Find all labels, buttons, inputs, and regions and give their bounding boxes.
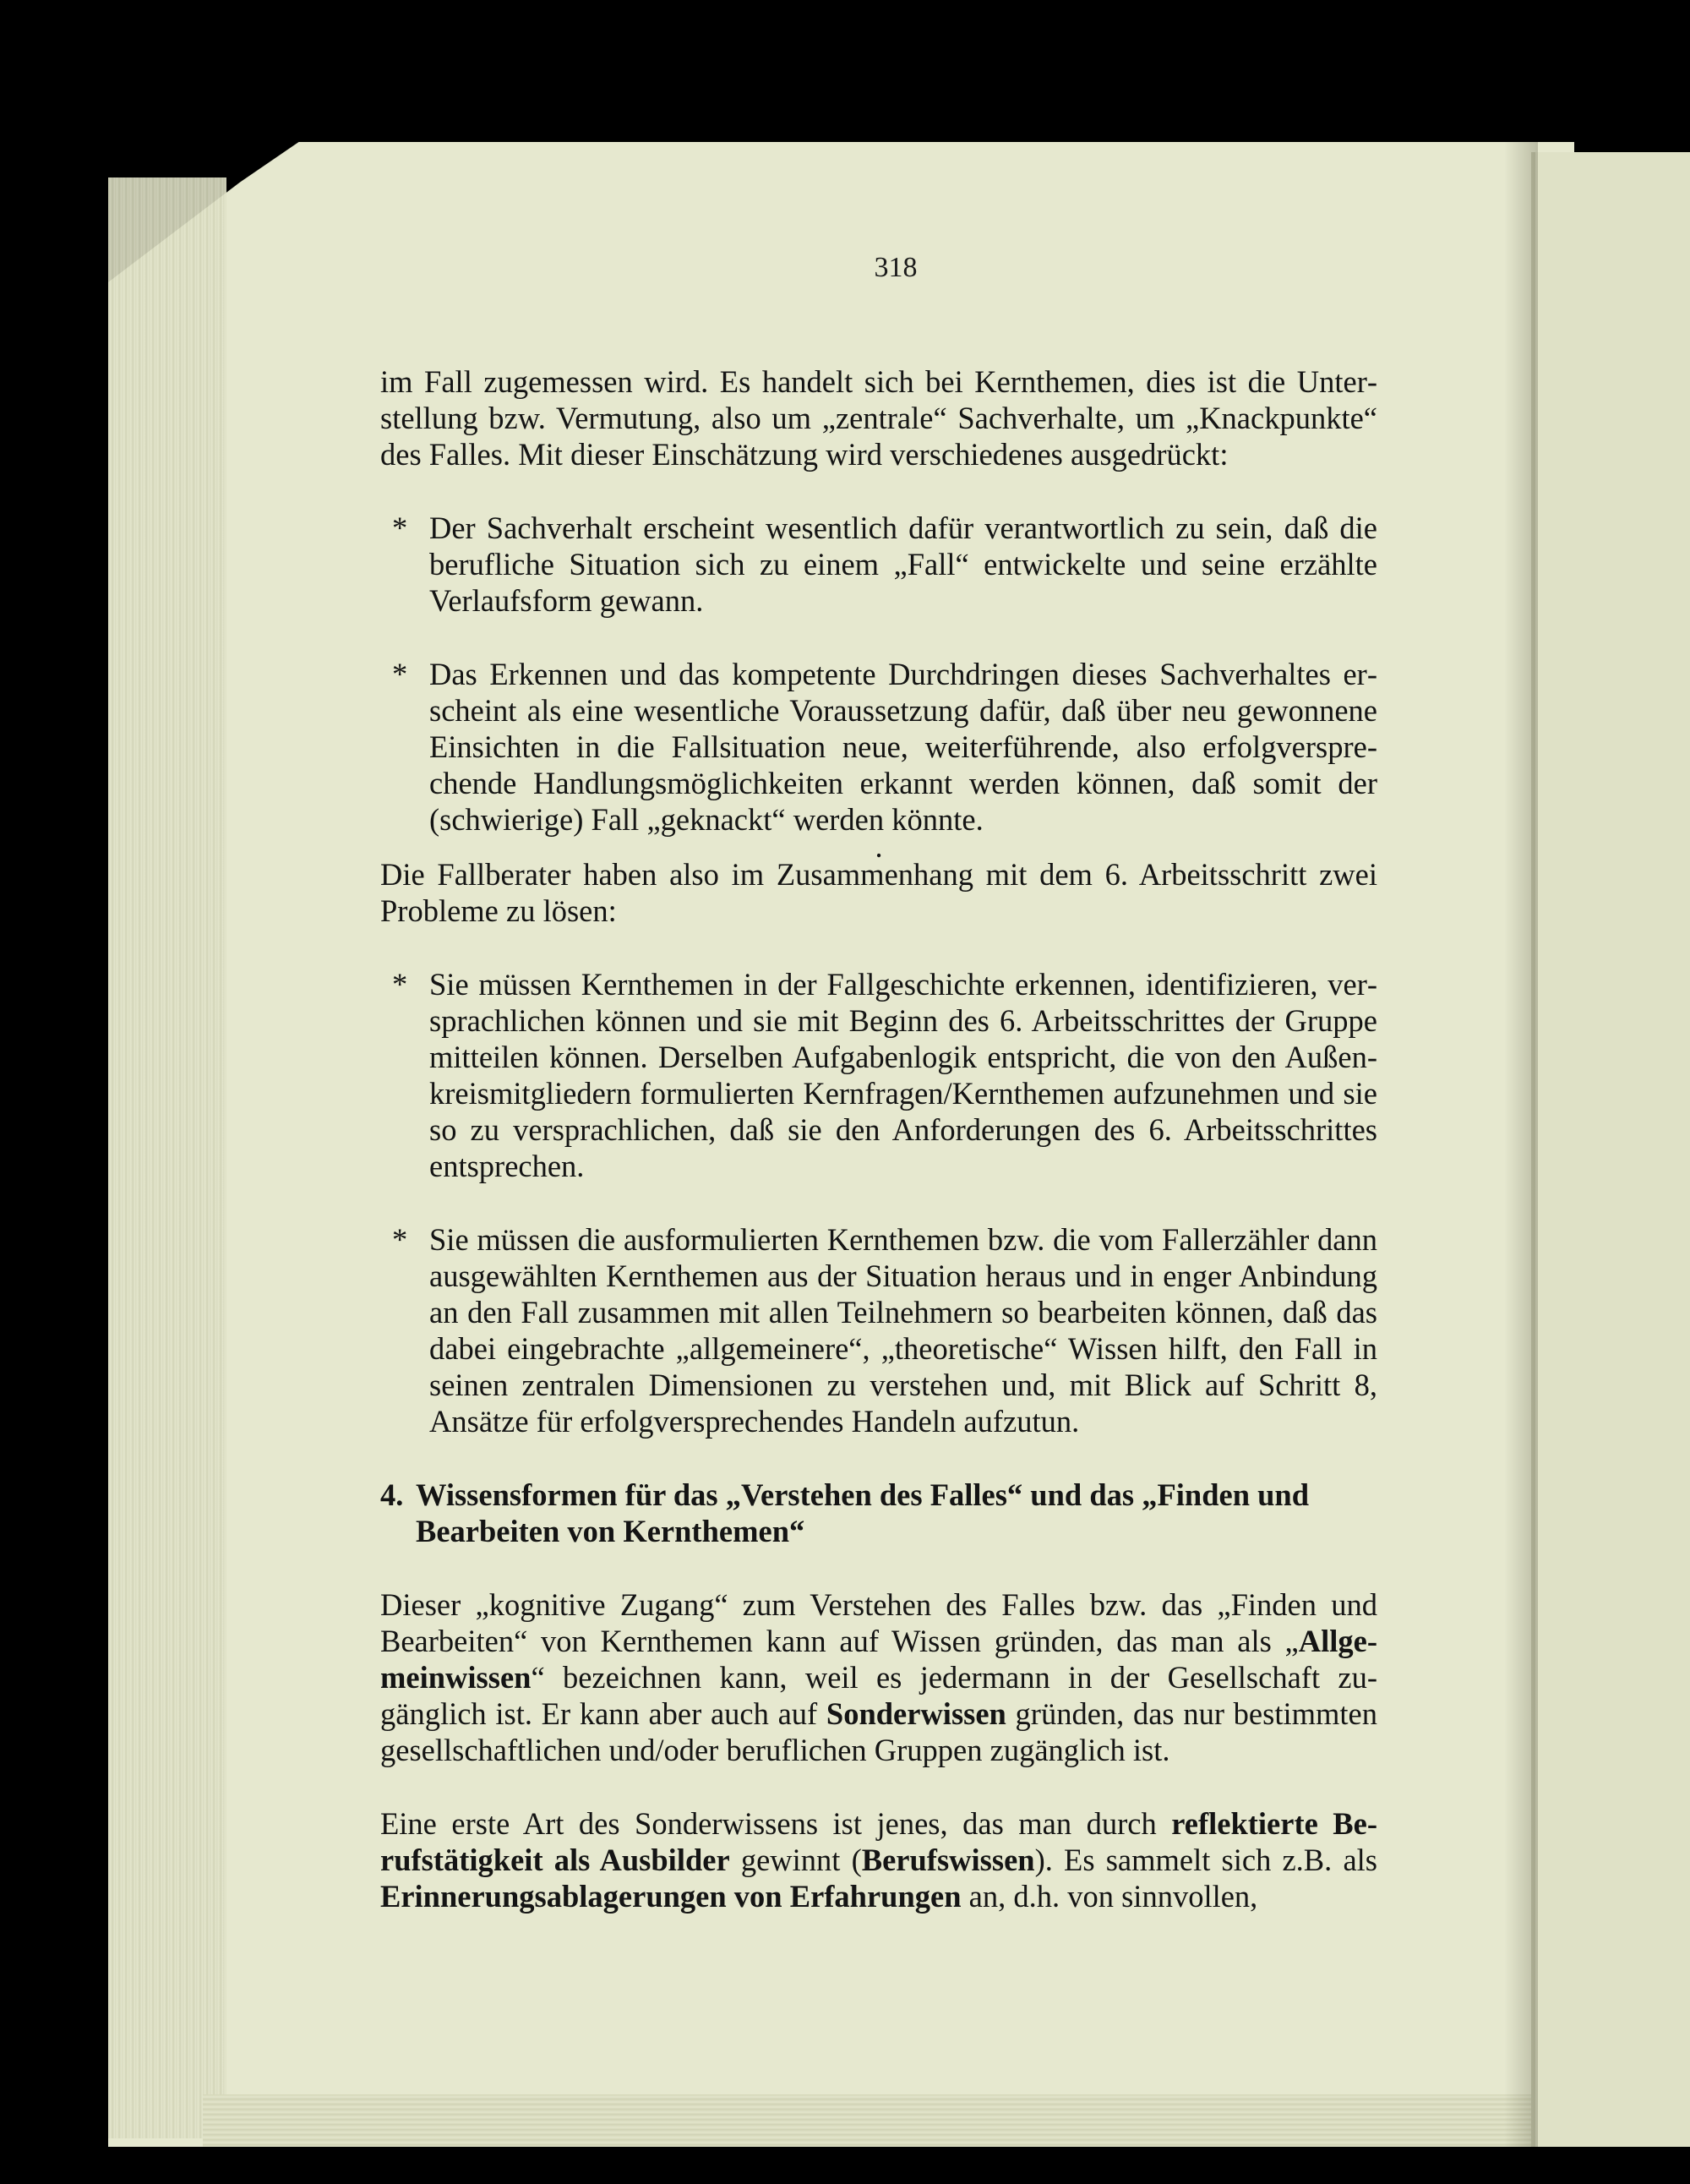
spine-shadow (1504, 142, 1538, 2147)
bullet-marker: * (392, 657, 408, 691)
paragraph-3: Dieser „kognitive Zugang“ zum Verstehen des Falles bzw. das „Finden und Bearbeiten“ von Kernthemen kann auf Wissen gründen, das man als „Allgemeinwissen“ bezeichnen kann, weil es jedermann in der Gesellschaft zugänglich ist. Er kann aber auch auf Sonderwissen gründen, das nur bestimmten gesellschaftlichen und/oder beruflichen Gruppen zugänglich ist. (380, 1587, 1377, 1767)
list-item (380, 656, 1377, 838)
paragraph-1: im Fall zugemessen wird. Es handelt sich bei Kernthemen, dies ist die Unterstellung bzw. Vermutung, also um „zentrale“ Sachverhalte, um „Knackpunkte“ des Falles. Mit dieser Einschätzung wird verschiedenes ausgedrückt: (380, 364, 1377, 472)
section-heading (380, 1477, 1377, 1549)
section-title: Wissensformen für das „Verstehen des Falles“ und das „Finden und Bearbeiten von Kernthemen“ (416, 1477, 1310, 1548)
page-text (380, 363, 1377, 1914)
bullet-marker: * (392, 1222, 408, 1257)
section-number: 4. (380, 1477, 404, 1512)
bullet-marker: * (392, 511, 408, 545)
facing-page-edge (1531, 152, 1690, 2147)
term-reflektierte-berufstaetigkeit: reflektierte Berufstätigkeit als Ausbilder (380, 1806, 1378, 1877)
stray-dot: . (875, 829, 883, 864)
list-item-text: Sie müssen Kernthemen in der Fallgeschichte erkennen, identifizieren, versprachlichen können und sie mit Beginn des 6. Arbeitsschrittes der Gruppe mitteilen können. Derselben Aufgabenlogik entspricht, die von den Außenkreismitgliedern formulierten Kernfragen/Kernthemen aufzunehmen und sie so zu versprachlichen, daß sie den Anforderungen des 6. Arbeitsschrittes entsprechen. (429, 967, 1377, 1183)
list-item-text: Sie müssen die ausformulierten Kernthemen bzw. die vom Fallerzähler dann ausgewählten Kernthemen aus der Situation heraus und in enger Anbindung an den Fall zusammen mit allen Teilnehmern so bearbeiten können, daß das dabei eingebrachte „allgemeinere“, „theoretische“ Wissen hilft, den Fall in seinen zentralen Dimensionen zu verstehen und, mit Blick auf Schritt 8, Ansätze für erfolgversprechendes Handeln aufzutun. (429, 1222, 1377, 1439)
list-item (380, 1221, 1377, 1439)
paragraph-4: Eine erste Art des Sonderwissens ist jenes, das man durch reflektierte Berufstätigkeit als Ausbilder gewinnt (Berufswissen). Es sammelt sich z.B. als Erinnerungsablagerungen von Erfahrungen an, d.h. von sinnvollen, (380, 1806, 1378, 1914)
list-item (380, 966, 1377, 1184)
paragraph-2: Die Fallberater haben also im Zusammenhang mit dem 6. Arbeitsschritt zwei Probleme zu lösen: (380, 857, 1377, 928)
term-berufswissen: Berufswissen (861, 1843, 1035, 1877)
list-item-text: Das Erkennen und das kompetente Durchdringen dieses Sachverhaltes erscheint als eine wesentliche Voraussetzung dafür, daß über neu gewonnene Einsichten in die Fallsituation neue, weiterführende, also erfolgversprechende Handlungsmöglichkeiten erkannt werden können, daß somit der (schwierige) Fall „geknackt“ werden könnte. (429, 657, 1377, 837)
term-sonderwissen: Sonderwissen (826, 1696, 1006, 1731)
page-bottom-edges (203, 2094, 1572, 2147)
bullet-marker: * (392, 967, 408, 1002)
page-number: 318 (874, 252, 918, 283)
term-erinnerungsablagerungen: Erinnerungsablagerungen von Erfahrungen (380, 1879, 962, 1914)
page-edges (108, 177, 226, 2138)
list-item (380, 510, 1377, 619)
term-allgemeinwissen: Allgemeinwissen (380, 1624, 1377, 1695)
list-item-text: Der Sachverhalt erscheint wesentlich dafür verantwortlich zu sein, daß die berufliche Situation sich zu einem „Fall“ entwickelte und seine erzählte Verlaufsform gewann. (429, 511, 1377, 618)
